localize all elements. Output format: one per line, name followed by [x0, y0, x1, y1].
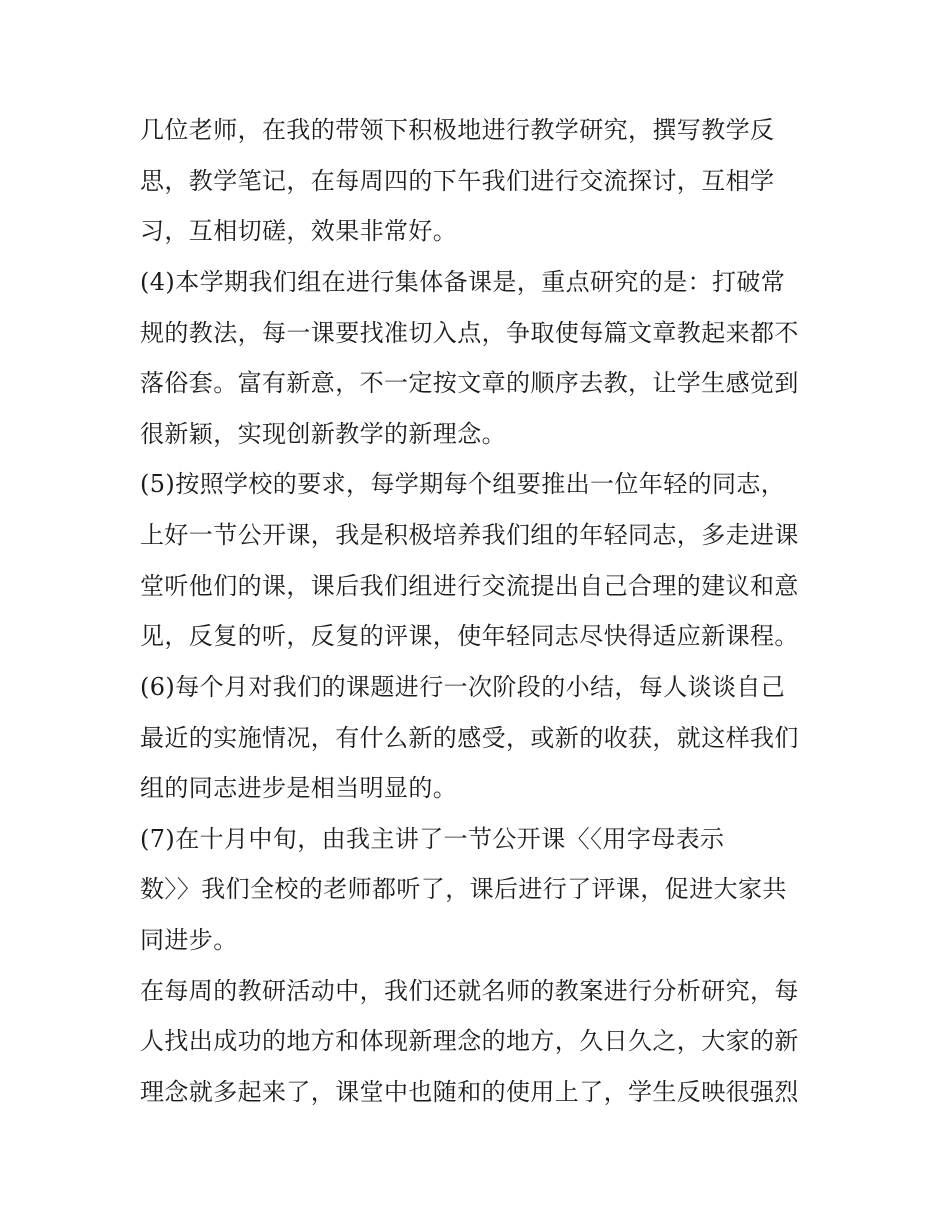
text-line: (4)本学期我们组在进行集体备课是，重点研究的是：打破常: [140, 268, 786, 296]
text-line: 几位老师，在我的带领下积极地进行教学研究，撰写教学反: [140, 116, 775, 144]
text-line: (7)在十月中旬，由我主讲了一节公开课〈〈用字母表示: [140, 825, 725, 853]
text-line: 最近的实施情况，有什么新的感受，或新的收获，就这样我们: [140, 724, 799, 752]
text-line: 思，教学笔记，在每周四的下午我们进行交流探讨，互相学: [140, 167, 775, 195]
text-line: 组的同志进步是相当明显的。: [140, 774, 458, 802]
text-line: (5)按照学校的要求，每学期每个组要推出一位年轻的同志，: [140, 470, 786, 498]
text-line: 堂听他们的课，课后我们组进行交流提出自己合理的建议和意: [140, 572, 799, 600]
text-line: 数〉〉我们全校的老师都听了，课后进行了评课，促进大家共: [140, 875, 787, 903]
text-line: (6)每个月对我们的课题进行一次阶段的小结，每人谈谈自己: [140, 673, 786, 701]
text-line: 很新颖，实现创新教学的新理念。: [140, 420, 506, 448]
text-line: 上好一节公开课，我是积极培养我们组的年轻同志，多走进课: [140, 521, 799, 549]
text-line: 见，反复的听，反复的评课，使年轻同志尽快得适应新课程。: [140, 622, 799, 650]
text-line: 人找出成功的地方和体现新理念的地方，久日久之，大家的新: [140, 1027, 799, 1055]
text-line: 同进步。: [140, 926, 238, 954]
text-line: 落俗套。富有新意，不一定按文章的顺序去教，让学生感觉到: [140, 369, 799, 397]
text-line: 规的教法，每一课要找准切入点，争取使每篇文章教起来都不: [140, 319, 799, 347]
text-line: 在每周的教研活动中，我们还就名师的教案进行分析研究，每: [140, 977, 799, 1005]
text-line: 理念就多起来了，课堂中也随和的使用上了，学生反映很强烈: [140, 1078, 799, 1106]
text-line: 习，互相切磋，效果非常好。: [140, 217, 458, 245]
